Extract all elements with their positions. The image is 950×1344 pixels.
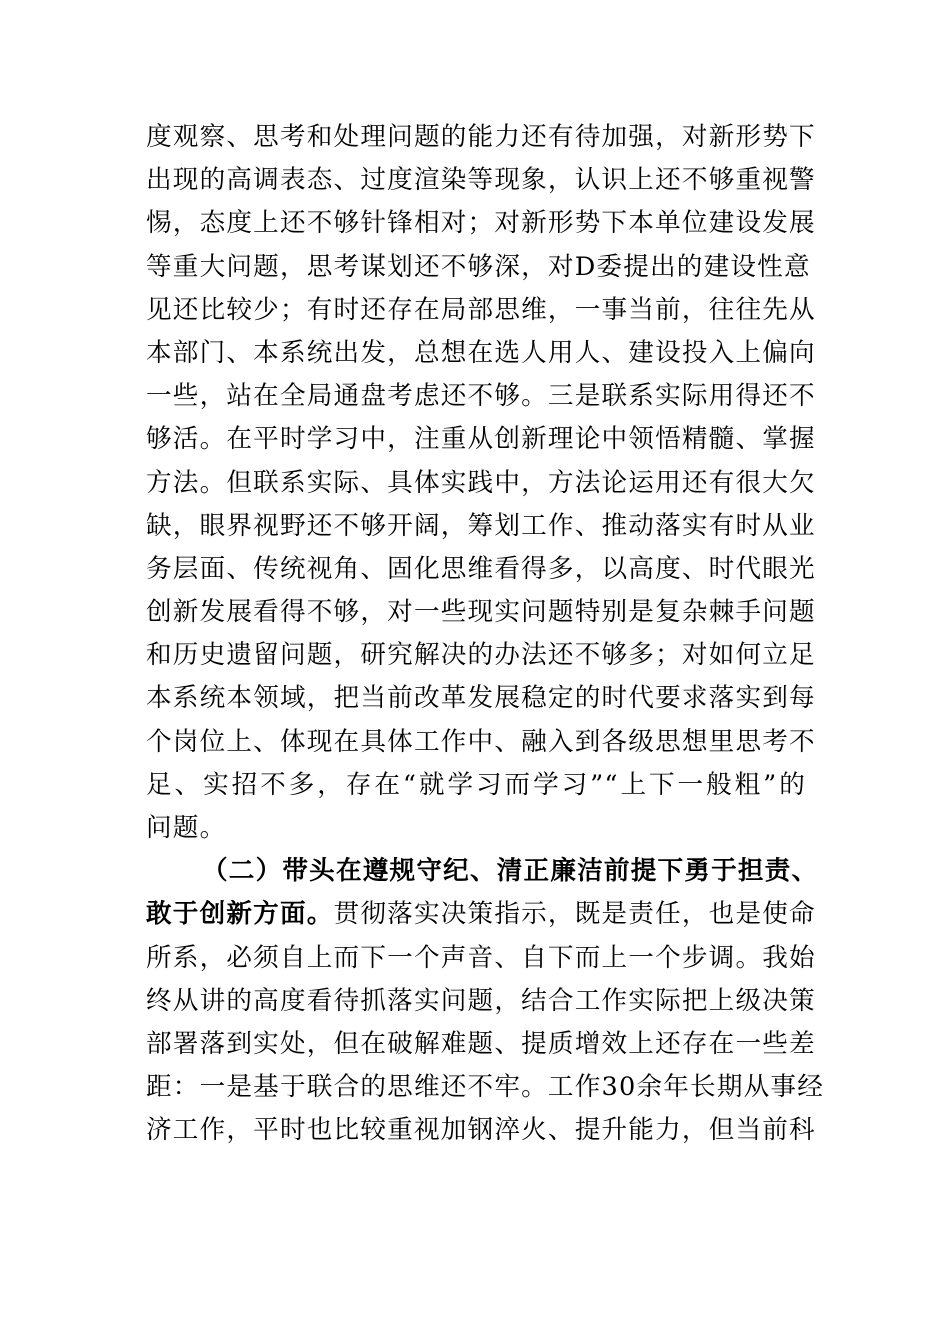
paragraph-continuation (146, 116, 816, 850)
text-line: 见还比较少；有时还存在局部思维，一事当前，往往先从 (146, 294, 816, 325)
text-line: 度观察、思考和处理问题的能力还有待加强，对新形势下 (146, 122, 816, 152)
text-line: 个岗位上、体现在具体工作中、融入到各级思想里思考不 (146, 726, 816, 757)
text-line: 本系统本领域，把当前改革发展稳定的时代要求落实到每 (146, 683, 816, 714)
text-line: 够活。在平时学习中，注重从创新理论中领悟精髓、掌握 (146, 424, 816, 455)
text-line: 出现的高调表态、过度渲染等现象，认识上还不够重视警 (146, 165, 816, 196)
text-line: 本部门、本系统出发，总想在选人用人、建设投入上偏向 (146, 337, 816, 368)
text-span: 贯彻落实决策指示，既是责任，也是使命 (333, 899, 816, 930)
text-line: 所系，必须自上而下一个声音、自下而上一个步调。我始 (146, 942, 816, 973)
text-line: 缺，眼界视野还不够开阔，筹划工作、推动落实有时从业 (146, 510, 816, 541)
text-line: 等重大问题，思考谋划还不够深，对D委提出的建设性意 (146, 251, 811, 282)
text-line: 问题。 (146, 813, 227, 843)
text-line: 一些，站在全局通盘考虑还不够。三是联系实际用得还不 (146, 381, 816, 412)
text-line: 和历史遗留问题，研究解决的办法还不够多；对如何立足 (146, 640, 816, 671)
text-line: 距：一是基于联合的思维还不牢。工作30余年长期从事经 (146, 1072, 825, 1103)
text-line: 创新发展看得不够，对一些现实问题特别是复杂棘手问题 (146, 597, 816, 628)
text-line (146, 893, 816, 936)
section-heading: （二）带头在遵规守纪、清正廉洁前提下勇于担责、 (202, 856, 819, 887)
document-body (146, 116, 825, 1153)
text-line: 济工作，平时也比较重视加钢淬火、提升能力，但当前科 (146, 1115, 816, 1146)
text-line: 务层面、传统视角、固化思维看得多，以高度、时代眼光 (146, 553, 816, 584)
paragraph-section-2 (146, 850, 825, 1152)
text-line: 足、实招不多，存在“就学习而学习”“上下一般粗”的 (146, 769, 806, 800)
text-line: 惕，态度上还不够针锋相对；对新形势下本单位建设发展 (146, 208, 816, 239)
text-line: 方法。但联系实际、具体实践中，方法论运用还有很大欠 (146, 467, 816, 498)
section-heading-end: 敢于创新方面。 (146, 899, 334, 930)
text-line: 部署落到实处，但在破解难题、提质增效上还存在一些差 (146, 1028, 816, 1059)
text-line: 终从讲的高度看待抓落实问题，结合工作实际把上级决策 (146, 985, 816, 1016)
